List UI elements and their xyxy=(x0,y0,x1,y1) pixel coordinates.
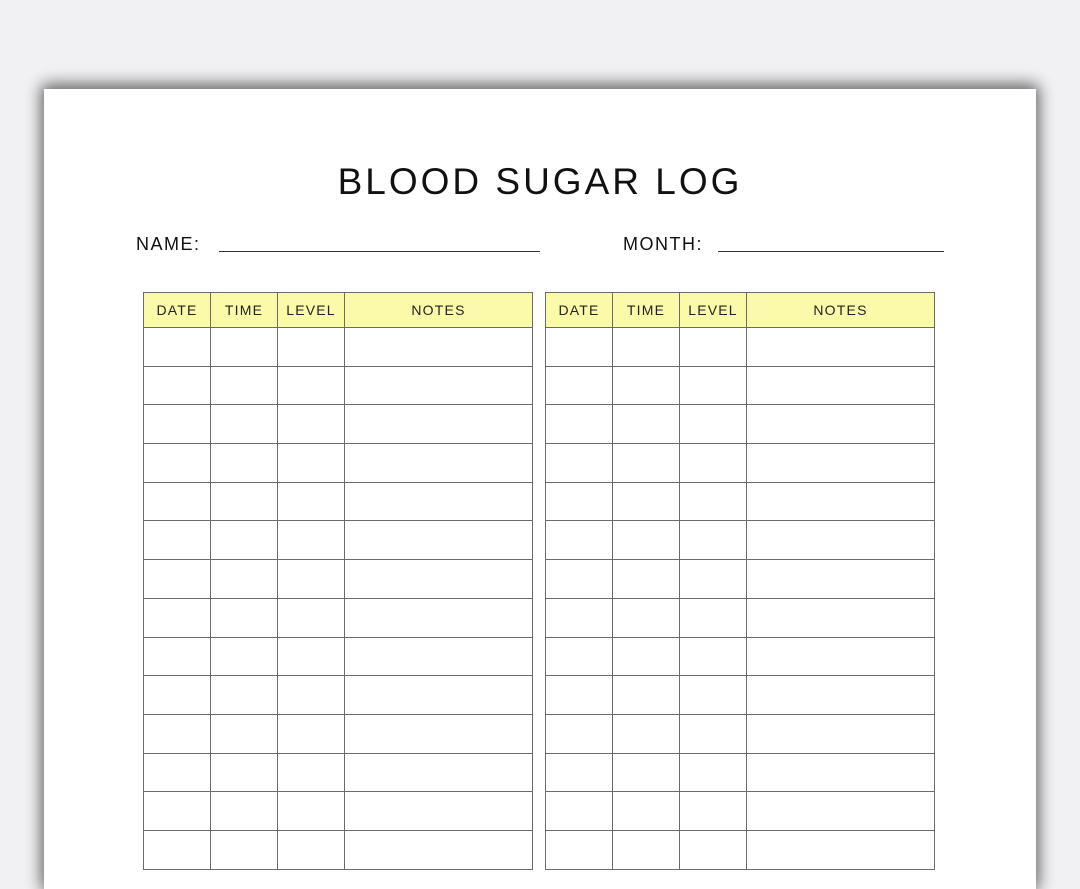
cell-date[interactable] xyxy=(144,328,211,367)
cell-level[interactable] xyxy=(278,637,345,676)
cell-time[interactable] xyxy=(211,637,278,676)
cell-date[interactable] xyxy=(546,676,613,715)
table-row xyxy=(546,637,935,676)
cell-level[interactable] xyxy=(278,405,345,444)
cell-level[interactable] xyxy=(278,482,345,521)
cell-time[interactable] xyxy=(211,676,278,715)
cell-time[interactable] xyxy=(613,637,680,676)
cell-notes[interactable] xyxy=(345,366,533,405)
cell-notes[interactable] xyxy=(747,753,935,792)
table-row xyxy=(144,830,533,869)
table-row xyxy=(144,482,533,521)
cell-notes[interactable] xyxy=(345,714,533,753)
table-row xyxy=(546,714,935,753)
cell-notes[interactable] xyxy=(345,444,533,483)
table-row xyxy=(144,637,533,676)
cell-level[interactable] xyxy=(680,521,747,560)
table-row xyxy=(546,830,935,869)
cell-level[interactable] xyxy=(680,405,747,444)
cell-time[interactable] xyxy=(211,830,278,869)
column-header-date: DATE xyxy=(144,293,211,328)
cell-level[interactable] xyxy=(278,328,345,367)
cell-notes[interactable] xyxy=(747,328,935,367)
cell-level[interactable] xyxy=(278,753,345,792)
cell-level[interactable] xyxy=(680,444,747,483)
cell-time[interactable] xyxy=(211,444,278,483)
cell-date[interactable] xyxy=(546,560,613,599)
cell-time[interactable] xyxy=(211,560,278,599)
cell-level[interactable] xyxy=(278,366,345,405)
cell-level[interactable] xyxy=(680,560,747,599)
table-row xyxy=(546,328,935,367)
column-header-date: DATE xyxy=(546,293,613,328)
cell-time[interactable] xyxy=(613,753,680,792)
cell-notes[interactable] xyxy=(345,521,533,560)
cell-time[interactable] xyxy=(613,405,680,444)
cell-level[interactable] xyxy=(680,714,747,753)
cell-level[interactable] xyxy=(680,328,747,367)
log-page xyxy=(44,89,1036,889)
cell-time[interactable] xyxy=(613,598,680,637)
cell-notes[interactable] xyxy=(747,830,935,869)
table-row xyxy=(546,405,935,444)
cell-level[interactable] xyxy=(680,830,747,869)
cell-level[interactable] xyxy=(278,521,345,560)
table-row xyxy=(144,521,533,560)
cell-date[interactable] xyxy=(546,521,613,560)
cell-date[interactable] xyxy=(144,714,211,753)
cell-time[interactable] xyxy=(613,444,680,483)
table-row xyxy=(144,676,533,715)
cell-notes[interactable] xyxy=(345,482,533,521)
log-table-right xyxy=(545,292,935,870)
cell-level[interactable] xyxy=(278,792,345,831)
cell-notes[interactable] xyxy=(345,676,533,715)
cell-notes[interactable] xyxy=(345,328,533,367)
cell-time[interactable] xyxy=(211,366,278,405)
column-header-notes: NOTES xyxy=(345,293,533,328)
table-row xyxy=(144,753,533,792)
table-body xyxy=(546,328,935,870)
cell-notes[interactable] xyxy=(747,714,935,753)
cell-time[interactable] xyxy=(613,714,680,753)
cell-time[interactable] xyxy=(211,714,278,753)
cell-level[interactable] xyxy=(278,830,345,869)
cell-time[interactable] xyxy=(211,521,278,560)
month-field-line[interactable] xyxy=(718,251,944,252)
cell-level[interactable] xyxy=(278,714,345,753)
cell-time[interactable] xyxy=(211,405,278,444)
month-label: MONTH: xyxy=(623,234,703,254)
cell-time[interactable] xyxy=(613,676,680,715)
table-row xyxy=(546,560,935,599)
cell-notes[interactable] xyxy=(747,676,935,715)
cell-notes[interactable] xyxy=(747,560,935,599)
cell-time[interactable] xyxy=(613,830,680,869)
table-row xyxy=(144,405,533,444)
cell-level[interactable] xyxy=(278,560,345,599)
cell-time[interactable] xyxy=(613,482,680,521)
cell-notes[interactable] xyxy=(747,444,935,483)
cell-time[interactable] xyxy=(613,366,680,405)
table-row xyxy=(144,444,533,483)
cell-notes[interactable] xyxy=(747,366,935,405)
table-row xyxy=(546,792,935,831)
cell-notes[interactable] xyxy=(747,521,935,560)
cell-level[interactable] xyxy=(278,676,345,715)
column-header-time: TIME xyxy=(211,293,278,328)
page-title: BLOOD SUGAR LOG xyxy=(337,161,743,202)
cell-level[interactable] xyxy=(680,482,747,521)
cell-date[interactable] xyxy=(144,637,211,676)
table-row xyxy=(144,714,533,753)
table-header-row xyxy=(144,293,533,328)
column-header-level: LEVEL xyxy=(278,293,345,328)
table-row xyxy=(144,560,533,599)
cell-time[interactable] xyxy=(613,560,680,599)
cell-notes[interactable] xyxy=(747,637,935,676)
cell-date[interactable] xyxy=(546,405,613,444)
cell-date[interactable] xyxy=(144,560,211,599)
cell-level[interactable] xyxy=(680,753,747,792)
cell-date[interactable] xyxy=(144,444,211,483)
cell-notes[interactable] xyxy=(747,482,935,521)
cell-level[interactable] xyxy=(278,598,345,637)
cell-notes[interactable] xyxy=(345,830,533,869)
table-row xyxy=(144,792,533,831)
cell-date[interactable] xyxy=(546,598,613,637)
table-row xyxy=(144,366,533,405)
table-body xyxy=(144,328,533,870)
cell-time[interactable] xyxy=(613,521,680,560)
cell-date[interactable] xyxy=(144,521,211,560)
table-row xyxy=(546,482,935,521)
cell-date[interactable] xyxy=(144,482,211,521)
cell-notes[interactable] xyxy=(747,792,935,831)
table-row xyxy=(546,366,935,405)
cell-time[interactable] xyxy=(211,482,278,521)
table-row xyxy=(144,598,533,637)
table-row xyxy=(546,753,935,792)
cell-time[interactable] xyxy=(211,598,278,637)
cell-date[interactable] xyxy=(546,366,613,405)
cell-level[interactable] xyxy=(680,366,747,405)
cell-notes[interactable] xyxy=(747,598,935,637)
cell-notes[interactable] xyxy=(345,598,533,637)
table-row xyxy=(546,598,935,637)
cell-notes[interactable] xyxy=(345,753,533,792)
cell-date[interactable] xyxy=(546,830,613,869)
cell-time[interactable] xyxy=(211,328,278,367)
column-header-time: TIME xyxy=(613,293,680,328)
cell-date[interactable] xyxy=(546,328,613,367)
cell-date[interactable] xyxy=(144,598,211,637)
cell-notes[interactable] xyxy=(747,405,935,444)
cell-date[interactable] xyxy=(546,444,613,483)
cell-time[interactable] xyxy=(211,792,278,831)
cell-date[interactable] xyxy=(546,637,613,676)
cell-notes[interactable] xyxy=(345,405,533,444)
table-row xyxy=(144,328,533,367)
table-row xyxy=(546,444,935,483)
cell-level[interactable] xyxy=(680,676,747,715)
cell-notes[interactable] xyxy=(345,560,533,599)
cell-time[interactable] xyxy=(613,328,680,367)
name-label: NAME: xyxy=(136,234,201,254)
cell-level[interactable] xyxy=(680,792,747,831)
name-field-line[interactable] xyxy=(219,251,540,252)
cell-date[interactable] xyxy=(144,792,211,831)
cell-level[interactable] xyxy=(680,637,747,676)
cell-date[interactable] xyxy=(546,792,613,831)
cell-level[interactable] xyxy=(680,598,747,637)
column-header-level: LEVEL xyxy=(680,293,747,328)
cell-date[interactable] xyxy=(144,676,211,715)
column-header-notes: NOTES xyxy=(747,293,935,328)
cell-date[interactable] xyxy=(144,366,211,405)
table-row xyxy=(546,521,935,560)
cell-time[interactable] xyxy=(613,792,680,831)
cell-date[interactable] xyxy=(546,753,613,792)
cell-date[interactable] xyxy=(546,714,613,753)
table-header-row xyxy=(546,293,935,328)
cell-date[interactable] xyxy=(144,405,211,444)
cell-date[interactable] xyxy=(144,830,211,869)
cell-level[interactable] xyxy=(278,444,345,483)
cell-time[interactable] xyxy=(211,753,278,792)
table-row xyxy=(546,676,935,715)
log-table-left xyxy=(143,292,533,870)
cell-notes[interactable] xyxy=(345,792,533,831)
cell-date[interactable] xyxy=(144,753,211,792)
cell-date[interactable] xyxy=(546,482,613,521)
cell-notes[interactable] xyxy=(345,637,533,676)
